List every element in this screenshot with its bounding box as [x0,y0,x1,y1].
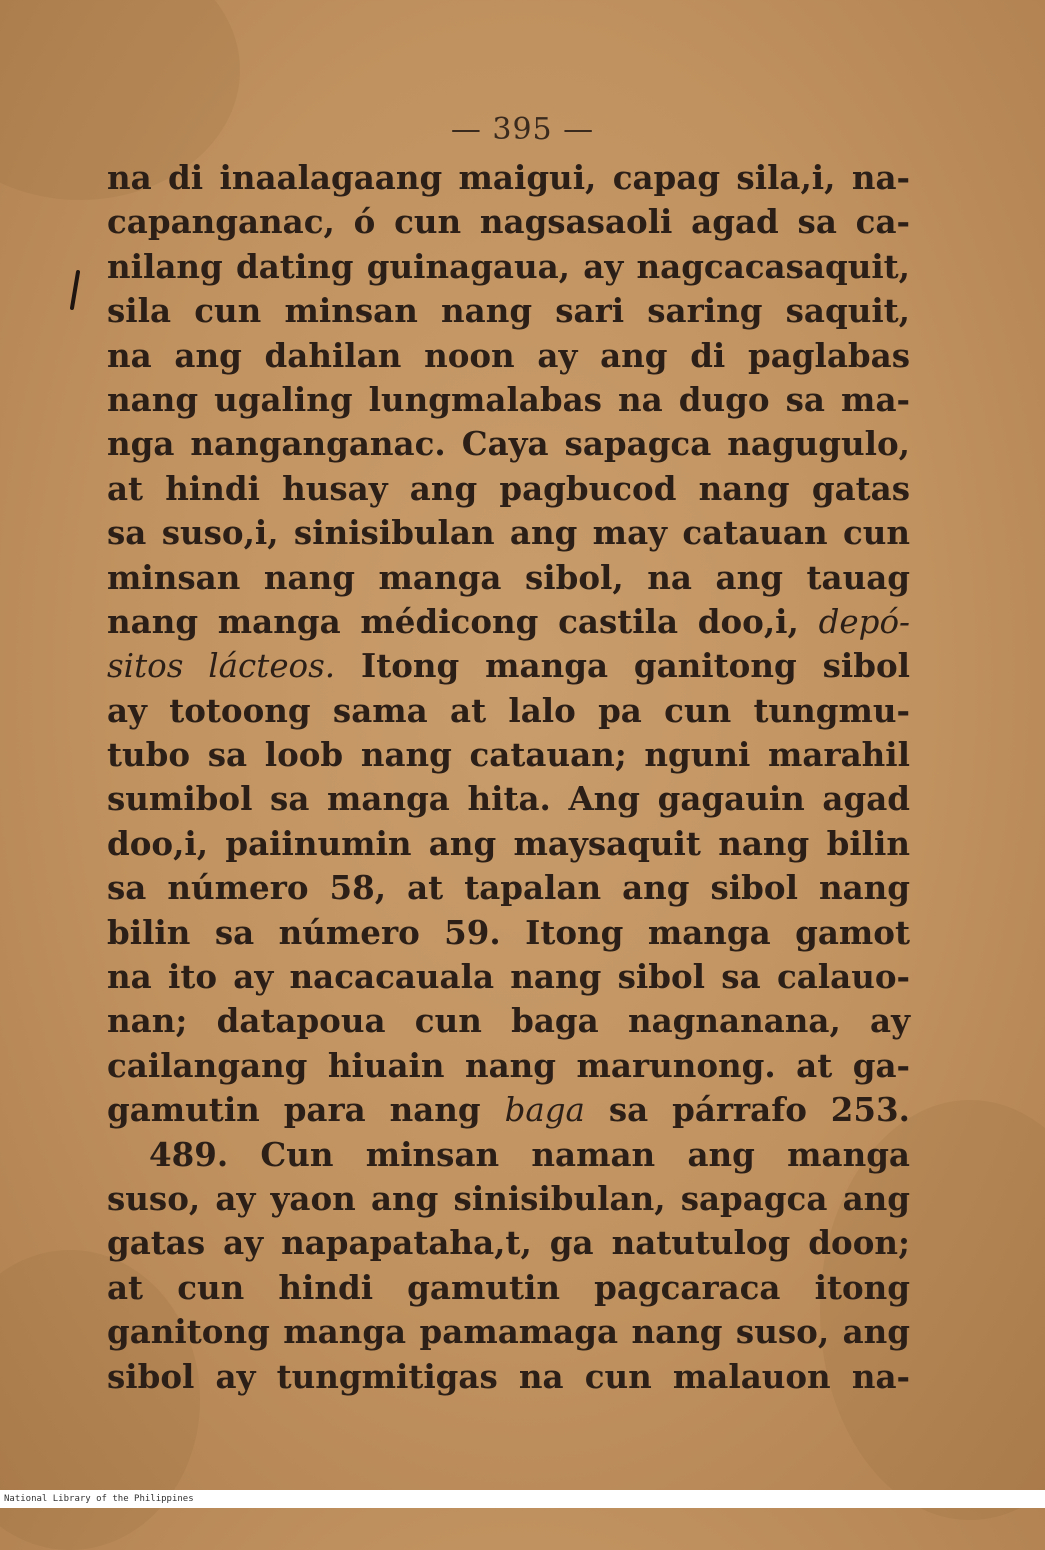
text-segment: Itong manga ganitong sibol [361,646,910,686]
footer-credit: National Library of the Philippines [0,1490,1045,1508]
text-line: sumibol sa manga hita. Ang gagauin agad [107,779,910,819]
body-text [107,156,910,1399]
text-line: nga nanganganac. Caya sapagca nagugulo, [107,424,910,464]
text-line: tubo sa loob nang catauan; nguni marahil [107,735,910,775]
text-line: minsan nang manga sibol, na ang tauag [107,557,910,597]
text-line: sila cun minsan nang sari saring saquit, [107,291,910,331]
text-line: at hindi husay ang pagbucod nang gatas [107,468,910,508]
text-line: nan; datapoua cun baga nagnanana, ay [107,1001,910,1041]
text-line: bilin sa número 59. Itong manga gamot [107,912,910,952]
text-line: cailangang hiuain nang marunong. at ga- [107,1045,910,1085]
text-line: sibol ay tungmitigas na cun malauon na- [107,1356,910,1396]
text-line: nilang dating guinagaua, ay nagcacasaquit, [107,246,910,286]
text-line: nang ugaling lungmalabas na dugo sa ma- [107,379,910,419]
italic-term: baga [504,1091,585,1130]
text-line: gatas ay napapataha,t, ga natutulog doon; [107,1223,910,1263]
text-line: capanganac, ó cun nagsasaoli agad sa ca- [107,202,910,242]
pencil-mark-icon [70,270,80,310]
text-line: doo,i, paiinumin ang maysaquit nang bilin [107,823,910,863]
text-line: na di inaalagaang maigui, capag sila,i, na- [107,158,910,197]
text-line: ay totoong sama at lalo pa cun tungmu- [107,690,910,730]
text-line: ganitong manga pamamaga nang suso, ang [107,1312,910,1352]
paragraph-start-line: 489. Cun minsan naman ang manga [149,1134,910,1174]
text-line [107,600,910,644]
text-line [107,644,910,688]
page-number: — 395 — [450,112,595,147]
italic-term: depó- [818,602,910,641]
italic-term: sitos lácteos. [107,647,336,686]
text-segment: gamutin para nang [107,1090,481,1130]
text-line [107,1088,910,1132]
text-line: suso, ay yaon ang sinisibulan, sapagca ang [107,1178,910,1218]
text-line: sa número 58, at tapalan ang sibol nang [107,868,910,908]
text-segment: sa párrafo 253. [608,1090,910,1130]
text-line: sa suso,i, sinisibulan ang may catauan cun [107,513,910,553]
text-line: at cun hindi gamutin pagcaraca itong [107,1267,910,1307]
text-segment: nang manga médicong castila doo,i, [107,601,799,641]
text-line: na ang dahilan noon ay ang di paglabas [107,335,910,375]
text-line: na ito ay nacacauala nang sibol sa calauo- [107,957,910,997]
